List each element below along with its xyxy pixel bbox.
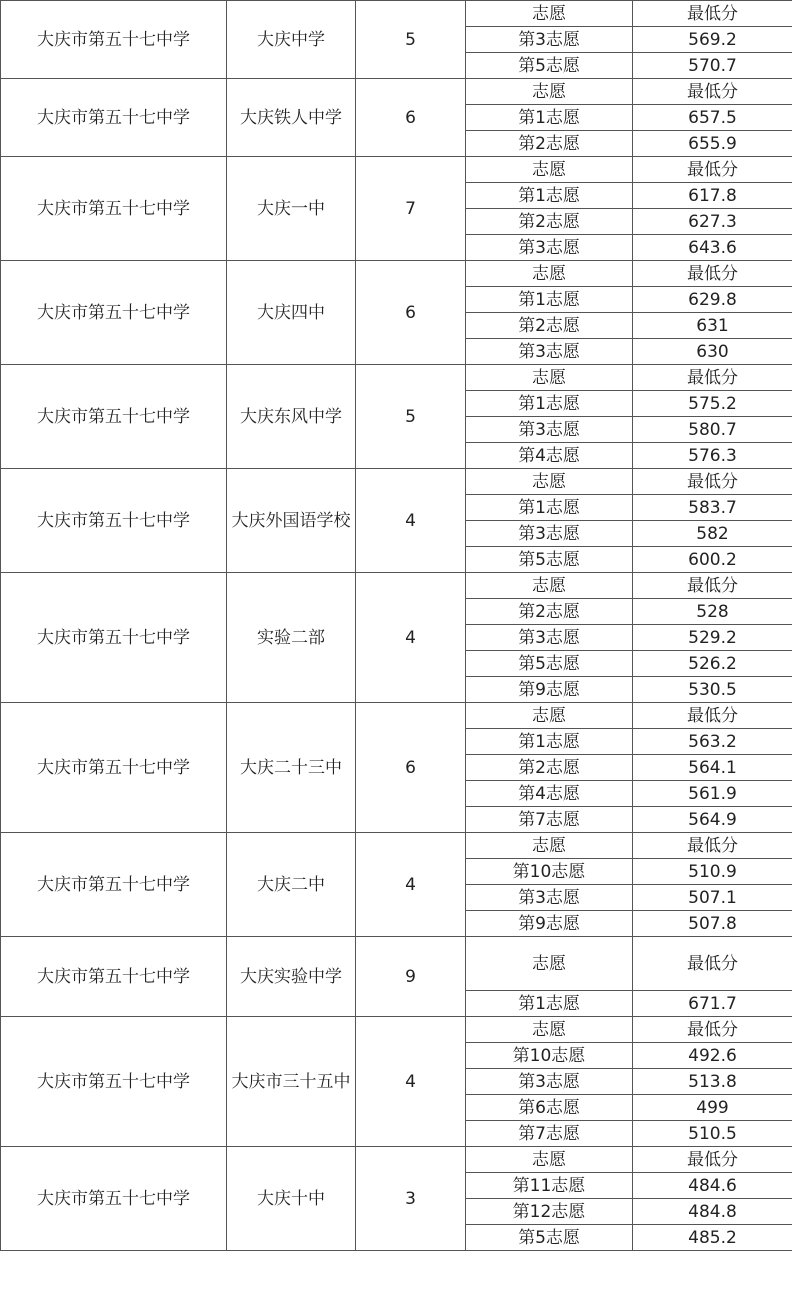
score-cell: 576.3 [633,443,792,469]
group-header-row [1,1147,792,1173]
quota-cell: 4 [356,469,466,573]
choice-cell: 第2志愿 [466,599,633,625]
choice-header-cell: 志愿 [466,79,633,105]
score-cell: 564.1 [633,755,792,781]
min-score-header-cell: 最低分 [633,261,792,287]
group-header-row [1,937,792,991]
score-cell: 510.9 [633,859,792,885]
from-school-cell: 大庆市第五十七中学 [1,365,227,469]
score-cell: 507.8 [633,911,792,937]
group-header-row [1,573,792,599]
choice-cell: 第1志愿 [466,287,633,313]
score-cell: 492.6 [633,1043,792,1069]
table-body [1,1,792,1251]
score-cell: 564.9 [633,807,792,833]
choice-cell: 第3志愿 [466,339,633,365]
choice-cell: 第1志愿 [466,729,633,755]
choice-cell: 第2志愿 [466,755,633,781]
group-header-row [1,1017,792,1043]
choice-cell: 第1志愿 [466,105,633,131]
score-cell: 575.2 [633,391,792,417]
choice-header-cell: 志愿 [466,1017,633,1043]
from-school-cell: 大庆市第五十七中学 [1,1,227,79]
choice-cell: 第5志愿 [466,651,633,677]
choice-cell: 第4志愿 [466,781,633,807]
choice-header-cell: 志愿 [466,1,633,27]
choice-header-cell: 志愿 [466,365,633,391]
score-cell: 561.9 [633,781,792,807]
target-school-cell: 大庆中学 [227,1,356,79]
score-cell: 627.3 [633,209,792,235]
min-score-header-cell: 最低分 [633,365,792,391]
target-school-cell: 大庆实验中学 [227,937,356,1017]
choice-cell: 第3志愿 [466,885,633,911]
choice-cell: 第9志愿 [466,911,633,937]
score-cell: 631 [633,313,792,339]
quota-cell: 3 [356,1147,466,1251]
quota-cell: 4 [356,833,466,937]
min-score-header-cell: 最低分 [633,469,792,495]
group-header-row [1,703,792,729]
choice-cell: 第2志愿 [466,313,633,339]
target-school-cell: 大庆十中 [227,1147,356,1251]
score-cell: 617.8 [633,183,792,209]
choice-header-cell: 志愿 [466,1147,633,1173]
from-school-cell: 大庆市第五十七中学 [1,573,227,703]
choice-cell: 第10志愿 [466,1043,633,1069]
choice-header-cell: 志愿 [466,261,633,287]
choice-header-cell: 志愿 [466,937,633,991]
group-header-row [1,79,792,105]
quota-cell: 4 [356,573,466,703]
choice-cell: 第5志愿 [466,1225,633,1251]
group-header-row [1,157,792,183]
score-cell: 655.9 [633,131,792,157]
target-school-cell: 大庆市三十五中 [227,1017,356,1147]
min-score-header-cell: 最低分 [633,833,792,859]
group-header-row [1,833,792,859]
score-cell: 569.2 [633,27,792,53]
choice-cell: 第5志愿 [466,53,633,79]
choice-cell: 第1志愿 [466,391,633,417]
score-cell: 484.8 [633,1199,792,1225]
quota-cell: 9 [356,937,466,1017]
choice-cell: 第5志愿 [466,547,633,573]
score-cell: 499 [633,1095,792,1121]
score-cell: 582 [633,521,792,547]
choice-cell: 第7志愿 [466,1121,633,1147]
quota-cell: 5 [356,365,466,469]
choice-cell: 第2志愿 [466,131,633,157]
choice-cell: 第3志愿 [466,27,633,53]
target-school-cell: 大庆二十三中 [227,703,356,833]
min-score-header-cell: 最低分 [633,937,792,991]
from-school-cell: 大庆市第五十七中学 [1,703,227,833]
score-cell: 526.2 [633,651,792,677]
target-school-cell: 大庆一中 [227,157,356,261]
choice-header-cell: 志愿 [466,469,633,495]
group-header-row [1,469,792,495]
score-cell: 507.1 [633,885,792,911]
target-school-cell: 大庆外国语学校 [227,469,356,573]
min-score-header-cell: 最低分 [633,157,792,183]
quota-cell: 5 [356,1,466,79]
score-cell: 530.5 [633,677,792,703]
target-school-cell: 大庆二中 [227,833,356,937]
choice-cell: 第1志愿 [466,991,633,1017]
from-school-cell: 大庆市第五十七中学 [1,157,227,261]
choice-cell: 第3志愿 [466,625,633,651]
score-cell: 580.7 [633,417,792,443]
from-school-cell: 大庆市第五十七中学 [1,1147,227,1251]
min-score-header-cell: 最低分 [633,79,792,105]
min-score-header-cell: 最低分 [633,1017,792,1043]
quota-cell: 6 [356,79,466,157]
choice-cell: 第3志愿 [466,417,633,443]
score-cell: 671.7 [633,991,792,1017]
score-cell: 630 [633,339,792,365]
target-school-cell: 大庆东风中学 [227,365,356,469]
quota-cell: 6 [356,703,466,833]
choice-cell: 第1志愿 [466,495,633,521]
choice-cell: 第11志愿 [466,1173,633,1199]
target-school-cell: 实验二部 [227,573,356,703]
choice-cell: 第3志愿 [466,1069,633,1095]
choice-cell: 第1志愿 [466,183,633,209]
choice-header-cell: 志愿 [466,157,633,183]
from-school-cell: 大庆市第五十七中学 [1,469,227,573]
group-header-row [1,261,792,287]
target-school-cell: 大庆铁人中学 [227,79,356,157]
quota-cell: 7 [356,157,466,261]
score-cell: 484.6 [633,1173,792,1199]
quota-cell: 6 [356,261,466,365]
min-score-header-cell: 最低分 [633,573,792,599]
group-header-row [1,1,792,27]
from-school-cell: 大庆市第五十七中学 [1,833,227,937]
choice-cell: 第7志愿 [466,807,633,833]
choice-header-cell: 志愿 [466,703,633,729]
score-cell: 510.5 [633,1121,792,1147]
quota-cell: 4 [356,1017,466,1147]
score-cell: 528 [633,599,792,625]
score-cell: 657.5 [633,105,792,131]
choice-header-cell: 志愿 [466,833,633,859]
min-score-header-cell: 最低分 [633,1147,792,1173]
choice-cell: 第9志愿 [466,677,633,703]
choice-cell: 第4志愿 [466,443,633,469]
choice-header-cell: 志愿 [466,573,633,599]
choice-cell: 第3志愿 [466,521,633,547]
from-school-cell: 大庆市第五十七中学 [1,261,227,365]
group-header-row [1,365,792,391]
score-cell: 643.6 [633,235,792,261]
score-cell: 570.7 [633,53,792,79]
min-score-header-cell: 最低分 [633,703,792,729]
from-school-cell: 大庆市第五十七中学 [1,1017,227,1147]
score-cell: 563.2 [633,729,792,755]
score-cell: 513.8 [633,1069,792,1095]
score-cell: 485.2 [633,1225,792,1251]
score-cell: 529.2 [633,625,792,651]
choice-cell: 第6志愿 [466,1095,633,1121]
choice-cell: 第3志愿 [466,235,633,261]
choice-cell: 第10志愿 [466,859,633,885]
score-cell: 629.8 [633,287,792,313]
from-school-cell: 大庆市第五十七中学 [1,79,227,157]
target-school-cell: 大庆四中 [227,261,356,365]
score-cell: 600.2 [633,547,792,573]
score-cell: 583.7 [633,495,792,521]
min-score-header-cell: 最低分 [633,1,792,27]
choice-cell: 第12志愿 [466,1199,633,1225]
choice-cell: 第2志愿 [466,209,633,235]
from-school-cell: 大庆市第五十七中学 [1,937,227,1017]
